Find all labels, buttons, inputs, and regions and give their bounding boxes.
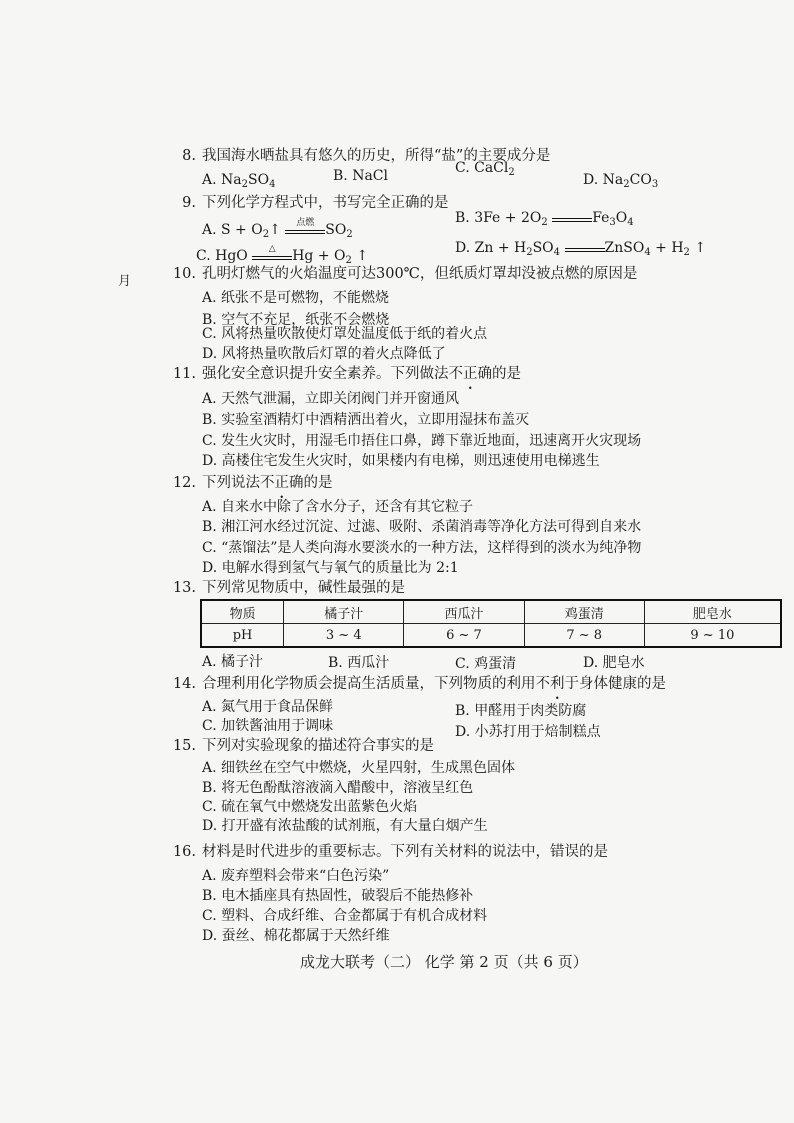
question-number: 16. (172, 844, 196, 860)
option-8a: A. $Na_2SO_4$ (202, 172, 276, 190)
option-10c: C. 风将热量吹散使灯罩处温度低于纸的着火点 (202, 326, 488, 342)
option-9d: D. $Zn + H_2SO_4$ ZnSO$_4$ + $H_2$ ↑ (455, 240, 707, 258)
option-13d: D. 肥皂水 (583, 655, 645, 671)
question-13 (172, 578, 405, 598)
option-14c: C. 加铁酱油用于调味 (202, 718, 334, 734)
option-14d: D. 小苏打用于焙制糕点 (455, 724, 601, 740)
option-12c: C. “蒸馏法”是人类向海水要淡水的一种方法，这样得到的淡水为纯净物 (202, 540, 642, 556)
question-stem: 下列化学方程式中，书写完全正确的是 (202, 195, 449, 211)
table-cell: 肥皂水 (644, 600, 781, 624)
table-cell: 西瓜汁 (404, 600, 524, 624)
option-10d: D. 风将热量吹散后灯罩的着火点降低了 (202, 346, 446, 362)
option-15b: B. 将无色酚酞溶液滴入醋酸中，溶液呈红色 (202, 780, 474, 796)
table-cell: 9 ~ 10 (644, 624, 781, 648)
question-number: 13. (172, 580, 196, 596)
question-10 (172, 264, 637, 284)
question-stem: 下列对实验现象的描述符合事实的是 (202, 738, 434, 754)
table-cell: 6 ~ 7 (404, 624, 524, 648)
question-stem: 孔明灯燃气的火焰温度可达300℃，但纸质灯罩却没被点燃的原因是 (202, 266, 638, 282)
question-number: 14. (172, 676, 196, 692)
option-14a: A. 氮气用于食品保鲜 (202, 699, 334, 715)
page-footer: 成龙大联考（二） 化学 第 2 页（共 6 页） (300, 953, 588, 971)
option-11c: C. 发生火灾时，用湿毛巾捂住口鼻，蹲下靠近地面，迅速离开火灾现场 (202, 433, 642, 449)
emphasis-text: 不正确 (260, 475, 304, 491)
option-11d: D. 高楼住宅发生火灾时，如果楼内有电梯，则迅速使用电梯逃生 (202, 453, 600, 469)
option-9a: A. $S + O_2↑$ 点燃 $SO_2$ (202, 218, 353, 240)
option-13c: C. 鸡蛋清 (455, 656, 517, 672)
emphasis-text: 不正确 (448, 366, 492, 382)
option-15c: C. 硫在氧气中燃烧发出蓝紫色火焰 (202, 799, 418, 815)
option-16c: C. 塑料、合成纤维、合金都属于有机合成材料 (202, 908, 488, 924)
table-cell: 物质 (201, 600, 284, 624)
table-cell: 鸡蛋清 (524, 600, 644, 624)
option-12d: D. 电解水得到氢气与氧气的质量比为 2:1 (202, 560, 459, 576)
question-number: 12. (172, 475, 196, 491)
ph-table (200, 599, 782, 648)
option-16a: A. 废弃塑料会带来“白色污染” (202, 868, 390, 884)
question-15 (172, 736, 434, 756)
option-12b: B. 湘江河水经过沉淀、过滤、吸附、杀菌消毒等净化方法可得到自来水 (202, 519, 642, 535)
question-stem: 下列常见物质中，碱性最强的是 (202, 580, 405, 596)
option-16b: B. 电木插座具有热固性，破裂后不能热修补 (202, 888, 474, 904)
option-8c: C. CaCl$_2$ (455, 160, 515, 178)
option-9c: C. HgO △ $Hg + O_2$ ↑ (196, 244, 369, 266)
table-cell: 3 ~ 4 (284, 624, 404, 648)
emphasis-text: 不利于 (535, 676, 579, 692)
question-number: 15. (172, 738, 196, 754)
table-header-row (201, 600, 781, 624)
option-13a: A. 橘子汁 (202, 654, 264, 670)
question-9 (172, 193, 449, 213)
question-number: 11. (172, 366, 196, 382)
question-12: 12. 下列说法不正确的是 (172, 475, 333, 491)
option-15d: D. 打开盛有浓盐酸的试剂瓶，有大量白烟产生 (202, 818, 488, 834)
option-9b: B. $3Fe + 2O_2$ $Fe_3O_4$ (455, 210, 634, 228)
option-10a: A. 纸张不是可燃物，不能燃烧 (202, 290, 390, 306)
question-16 (172, 842, 608, 862)
question-number: 8. (182, 148, 196, 164)
table-cell: 橘子汁 (284, 600, 404, 624)
question-11: 11. 强化安全意识提升安全素养。下列做法不正确的是 (172, 366, 521, 382)
question-number: 10. (172, 266, 196, 282)
option-8d: D. $Na_2CO_3$ (583, 172, 659, 190)
option-11a: A. 天然气泄漏，立即关闭阀门并开窗通风 (202, 391, 460, 407)
option-8b: B. NaCl (333, 168, 388, 184)
question-number: 9. (182, 195, 196, 211)
option-10b: B. 空气不充足，纸张不会燃烧 (202, 312, 390, 328)
option-14b: B. 甲醛用于肉类防腐 (455, 703, 587, 719)
option-13b: B. 西瓜汁 (328, 655, 390, 671)
table-cell: 7 ~ 8 (524, 624, 644, 648)
table-cell: pH (201, 624, 284, 648)
option-12a: A. 自来水中除了含水分子，还含有其它粒子 (202, 499, 474, 515)
table-row (201, 624, 781, 648)
option-16d: D. 蚕丝、棉花都属于天然纤维 (202, 928, 390, 944)
option-11b: B. 实验室酒精灯中酒精洒出着火，立即用湿抹布盖灭 (202, 412, 530, 428)
margin-mark: 月 (118, 274, 132, 289)
question-stem: 材料是时代进步的重要标志。下列有关材料的说法中，错误的是 (202, 844, 608, 860)
option-15a: A. 细铁丝在空气中燃烧，火星四射，生成黑色固体 (202, 760, 516, 776)
question-14: 14. 合理利用化学物质会提高生活质量，下列物质的利用不利于身体健康的是 (172, 676, 666, 692)
question-stem: 我国海水晒盐具有悠久的历史，所得“盐”的主要成分是 (202, 148, 551, 164)
